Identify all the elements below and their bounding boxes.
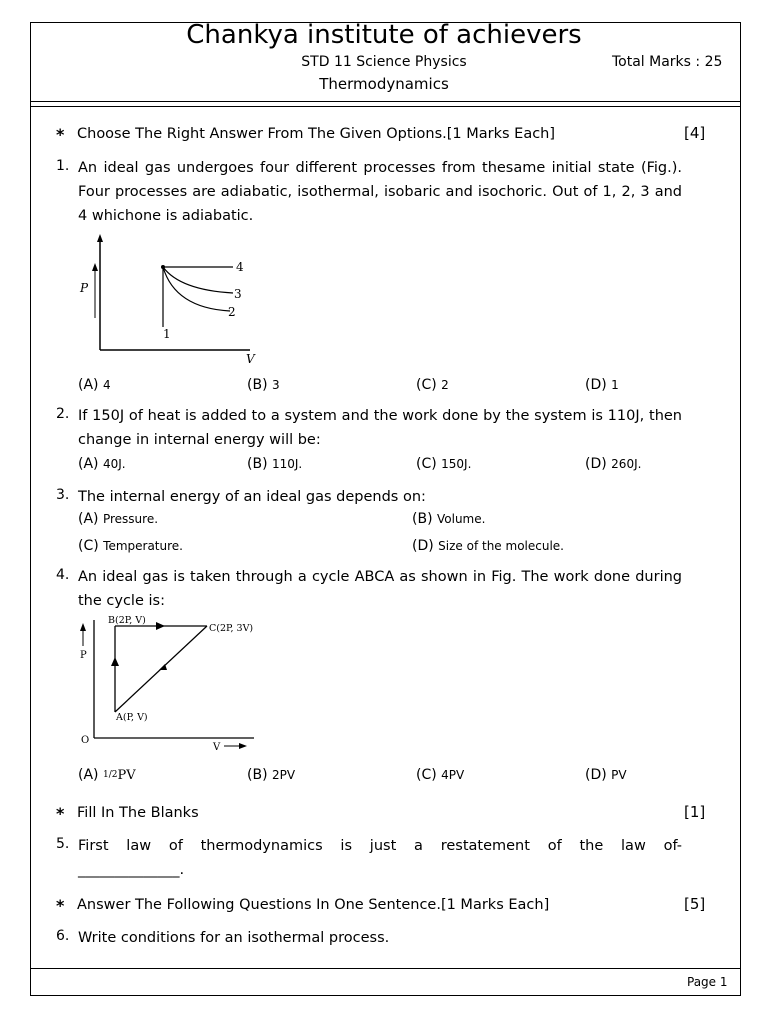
y-axis-arrow [97, 234, 103, 242]
option-c[interactable] [78, 538, 183, 554]
question-text: An ideal gas is taken through a cycle ABCA as shown in Fig. The work done during the cycle is: [78, 569, 682, 609]
v-arrow-head [239, 743, 247, 749]
option-a[interactable] [78, 767, 136, 783]
option-value: 3 [271, 378, 280, 392]
p-arrow-head [92, 263, 98, 271]
option-label: (B) [412, 511, 433, 527]
option-value: 40J. [102, 457, 126, 471]
section-title: Choose The Right Answer From The Given Options.[1 Marks Each] [77, 126, 556, 142]
option-value: 4 [102, 378, 111, 392]
option-b[interactable] [247, 767, 295, 783]
option-label: (C) [416, 377, 437, 393]
option-a[interactable] [78, 377, 111, 393]
option-value: Size of the molecule. [438, 539, 564, 553]
point-a-label: A(P, V) [116, 712, 148, 723]
question-number: 6. [56, 928, 70, 944]
option-value: 150J. [441, 457, 472, 471]
fraction-half: 1/2 [102, 770, 118, 780]
option-label: (D) [585, 456, 607, 472]
option-label: (A) [78, 511, 99, 527]
p-axis-label: P [80, 281, 89, 295]
class-subject: STD 11 Science Physics [301, 54, 467, 70]
option-label: (D) [412, 538, 434, 554]
option-a[interactable] [78, 456, 126, 472]
question-number: 2. [56, 406, 70, 422]
option-d[interactable] [585, 767, 627, 783]
v-axis-label: V [246, 352, 255, 366]
section-star: * [56, 896, 65, 915]
option-label: (B) [247, 456, 268, 472]
option-b[interactable] [247, 456, 302, 472]
option-value: 2 [441, 378, 449, 392]
total-marks: Total Marks : 25 [612, 54, 723, 70]
option-value: Volume. [436, 512, 486, 526]
question-text: First law of thermodynamics is just a restatement of the law of- [78, 838, 682, 854]
curve-2-adiabatic [163, 267, 230, 311]
option-label: (C) [78, 538, 99, 554]
curve-3-isothermal [163, 267, 233, 293]
option-d[interactable] [585, 377, 619, 393]
question-text: Write conditions for an isothermal process. [78, 930, 390, 946]
header-divider-bottom [30, 106, 741, 107]
option-label: (A) [78, 456, 99, 472]
arrow-bc [156, 622, 165, 630]
option-value: PV [611, 768, 627, 782]
arrow-ab [111, 657, 119, 666]
option-value: 4PV [441, 768, 465, 782]
question-number: 4. [56, 567, 70, 583]
question-number: 1. [56, 158, 70, 174]
option-value: 2PV [271, 768, 296, 782]
option-b[interactable] [412, 511, 485, 527]
option-label: (B) [247, 377, 268, 393]
option-label: (A) [78, 767, 99, 783]
q4-cycle-diagram [76, 612, 258, 752]
chapter-title: Thermodynamics [319, 75, 449, 93]
question-text: If 150J of heat is added to a system and the work done by the system is 110J, then change in internal energy will be: [78, 408, 682, 448]
option-c[interactable] [416, 456, 471, 472]
option-label: (A) [78, 377, 99, 393]
question-text: An ideal gas undergoes four different processes from thesame initial state (Fig.). Four processes are adiabatic, isothermal, isobaric and isochoric. Out of 1, 2, 3 and 4 whichone is adiabatic. [78, 160, 682, 224]
option-value: Pressure. [102, 512, 159, 526]
option-b[interactable] [247, 377, 280, 393]
option-value: PV [117, 768, 136, 783]
institute-title: Chankya institute of achievers [186, 20, 582, 50]
curve-label-1: 1 [163, 327, 171, 341]
option-d[interactable] [585, 456, 641, 472]
origin-label: O [81, 735, 90, 746]
question-number: 3. [56, 487, 70, 503]
point-b-label: B(2P, V) [108, 615, 146, 626]
option-label: (D) [585, 377, 607, 393]
section-star: * [56, 125, 65, 144]
p-arrow-head [80, 623, 86, 631]
curve-label-4: 4 [236, 260, 244, 274]
q1-pv-diagram [70, 230, 280, 370]
section-marks: [5] [684, 895, 706, 913]
curve-label-3: 3 [234, 287, 242, 301]
option-value: 1 [611, 378, 619, 392]
option-c[interactable] [416, 767, 464, 783]
option-a[interactable] [78, 511, 158, 527]
option-d[interactable] [412, 538, 564, 554]
blank-line[interactable]: ______________. [78, 862, 185, 878]
option-label: (C) [416, 767, 437, 783]
section-title: Fill In The Blanks [77, 805, 199, 821]
page-number: Page 1 [687, 975, 728, 989]
option-label: (B) [247, 767, 268, 783]
footer-divider [30, 968, 741, 969]
section-marks: [4] [684, 124, 706, 142]
option-label: (D) [585, 767, 607, 783]
header-divider-top [30, 101, 741, 102]
option-value: Temperature. [103, 539, 183, 553]
curve-label-2: 2 [228, 305, 236, 319]
question-number: 5. [56, 836, 70, 852]
v-axis-label: V [213, 742, 221, 752]
section-title: Answer The Following Questions In One Sentence.[1 Marks Each] [77, 897, 550, 913]
option-c[interactable] [416, 377, 449, 393]
section-marks: [1] [684, 803, 706, 821]
p-axis-label: P [80, 650, 87, 661]
option-value: 110J. [271, 457, 303, 471]
question-text: The internal energy of an ideal gas depends on: [78, 489, 426, 505]
option-value: 260J. [611, 457, 642, 471]
option-label: (C) [416, 456, 437, 472]
point-c-label: C(2P, 3V) [209, 623, 254, 634]
section-star: * [56, 804, 65, 823]
